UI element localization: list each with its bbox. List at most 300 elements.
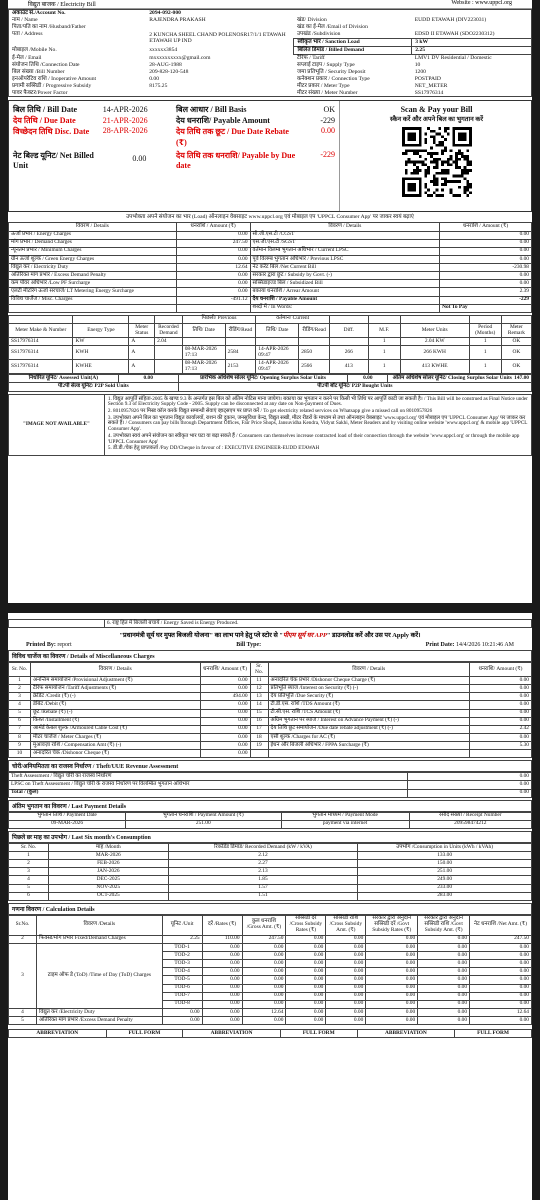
payment-header: रसीद संख्या / Receipt Number xyxy=(409,812,531,820)
meter-cell: OK xyxy=(501,360,531,374)
scan-pay-panel xyxy=(339,101,532,211)
misc-detail: डेबिट /Debit (₹) xyxy=(30,701,200,709)
meter-cell: A xyxy=(129,338,155,346)
meter-cell: KW xyxy=(73,338,129,346)
meter-cell xyxy=(182,338,225,346)
theft-value: 0.00 xyxy=(408,789,532,797)
tod-name: TOD-5 xyxy=(162,976,202,984)
consumption-cell: MAR-2026 xyxy=(48,852,168,860)
misc-amount: 0.00 xyxy=(200,677,250,685)
meter-cell: OK xyxy=(501,338,531,346)
misc-row xyxy=(9,725,532,733)
meter-header: तिथि/ Date xyxy=(256,323,299,337)
meter-cell: SS17976314 xyxy=(9,346,73,360)
tod-value: 0.00 xyxy=(286,968,326,976)
charges-header-amount: धनराशि / Amount (₹) xyxy=(176,223,250,231)
theft-label: Theft Assessment / विद्युत चोरी का राजस्व निर्धारण xyxy=(9,773,408,781)
meter-cell: 1 xyxy=(368,360,400,374)
assessed-value: 0.00 xyxy=(118,375,178,383)
payable-due-value: -229 xyxy=(320,150,335,160)
misc-detail: टैरिफ समायोजन /Tariff Adjustments (₹) xyxy=(30,685,200,693)
tod-value: 0.00 xyxy=(418,968,470,976)
division-label: खंड/ Division xyxy=(296,17,327,24)
misc-amount: 494.00 xyxy=(200,693,250,701)
charge-amount: 0.00 xyxy=(440,280,532,288)
misc-sr: 16 xyxy=(250,717,268,725)
consumption-cell: JAN-2026 xyxy=(48,868,168,876)
charge-amount: -229 xyxy=(440,296,532,304)
empty-cell xyxy=(250,750,268,758)
meter-cell: 266 xyxy=(329,346,368,360)
scan-subtitle: स्कैन करें और अपने बिल का भुगतान करें xyxy=(389,116,484,124)
charges-header-details: विवरण / Details xyxy=(9,223,177,231)
charge-label: एलटी मीटरिंग ऊर्जा सरचार्ज/ LT Metering Energy Surcharge xyxy=(9,288,177,296)
charge-amount: 0.00 xyxy=(440,272,532,280)
calc-cell: 12.64 xyxy=(470,1008,532,1016)
misc-sr: 13 xyxy=(250,693,268,701)
pf-value xyxy=(146,89,294,96)
meter-cell xyxy=(299,338,330,346)
charges-row xyxy=(9,288,532,296)
tod-value: 0.00 xyxy=(326,968,366,976)
tod-value: 0.00 xyxy=(418,952,470,960)
calc-cell: 2 xyxy=(9,935,37,943)
payment-cell: 09-MAR-2026 xyxy=(9,820,126,828)
calc-cell: 0.00 xyxy=(202,1008,242,1016)
meter-cell: 2.04 KW xyxy=(400,338,469,346)
tod-name: TOD-1 xyxy=(162,943,202,951)
supply-value: 10 xyxy=(414,61,421,68)
payable-value: -229 xyxy=(320,116,335,126)
subsidy-value: 8175.25 xyxy=(149,82,168,89)
consumption-cell: 2.13 xyxy=(168,868,358,876)
misc-row xyxy=(9,701,532,709)
consumption-cell: 2.27 xyxy=(168,860,358,868)
meter-cell xyxy=(155,346,183,360)
payment-cell: 251.00 xyxy=(126,820,282,828)
calc-cell: 12.64 xyxy=(242,1008,286,1016)
father-label: पिता/पति का नाम /Husband/Father xyxy=(12,24,86,31)
security-value: 1200 xyxy=(414,68,426,75)
supply-label: सप्लाई टाइप / Supply Type xyxy=(296,61,355,68)
theft-value: 0.00 xyxy=(408,781,532,789)
consumption-cell: 1.51 xyxy=(168,892,358,900)
abbreviation-table xyxy=(8,1029,532,1038)
charges-header-amount-2: धनराशि / Amount (₹) xyxy=(440,223,532,231)
tod-sr: 3 xyxy=(9,943,37,1008)
email-label: ई-मेल / Email xyxy=(12,54,42,61)
disc-date-value: 28-APR-2026 xyxy=(102,126,148,136)
calc-header: सब्सिडी दरें /Cross Subsidy Rates (₹) xyxy=(286,915,326,935)
div-email-label: खंड का ई-मेल /Email of Division xyxy=(296,24,368,31)
misc-sr: 11 xyxy=(250,677,268,685)
misc-amount: 0.00 xyxy=(470,733,532,741)
scan-title: Scan & Pay your Bill xyxy=(400,105,473,115)
tod-value: 0.00 xyxy=(326,992,366,1000)
theft-table xyxy=(8,772,532,797)
words-row xyxy=(9,304,532,312)
meter-cell: 14-APR-2026 09:47 xyxy=(256,360,299,374)
tod-value: 0.00 xyxy=(326,976,366,984)
tod-value: 0.00 xyxy=(286,1000,326,1008)
subsidy-label: प्रगामी सब्सिडी / Progressive Subsidy xyxy=(12,82,92,89)
payment-header: भुगतान माध्यम / Payment Mode xyxy=(281,812,409,820)
misc-amount: 0.00 xyxy=(200,701,250,709)
misc-detail: अग्रिम भुगतान पर ब्याज / Interest on Advance Payment (₹) (-) xyxy=(268,717,470,725)
charge-amount: 0.00 xyxy=(440,255,532,263)
calc-cell: 0.00 xyxy=(366,1017,418,1025)
tod-value: 0.00 xyxy=(202,976,242,984)
due-date-value: 21-APR-2026 xyxy=(102,116,148,126)
misc-amount: 2.42 xyxy=(470,725,532,733)
misc-amount: 0.00 xyxy=(470,693,532,701)
calc-cell: 0.00 xyxy=(162,1017,202,1025)
abbr-header: ABBREVIATION xyxy=(183,1030,281,1038)
meter-row xyxy=(9,346,532,360)
tod-value: 0.00 xyxy=(470,943,532,951)
tod-value: 0.00 xyxy=(286,943,326,951)
tod-value: 0.00 xyxy=(366,992,418,1000)
theft-row xyxy=(9,781,532,789)
meter-cell xyxy=(329,338,368,346)
note-6: 6. राष्ट्र हित में बिजली बचायें / Energy Saved is Energy Produced. xyxy=(104,620,531,628)
charge-label: ऊर्जा प्रभार / Energy Charges xyxy=(9,231,177,239)
misc-amount: 0.00 xyxy=(200,733,250,741)
calc-header: सब्सिडी राशि /Cross Subsidy Amt. (₹) xyxy=(326,915,366,935)
consumption-cell: 3 xyxy=(9,868,49,876)
calc-title: गणना विवरण / Calculation Details xyxy=(8,903,532,915)
misc-sr: 14 xyxy=(250,701,268,709)
payment-cell: payment via internet xyxy=(281,820,409,828)
conn-date-label: संयोजन तिथि /Connection Date xyxy=(12,61,80,68)
misc-sr: 8 xyxy=(9,733,31,741)
note-item: 2. 8010957826 पर मिस्ड कॉल करके विद्युत सम्बन्धी सेवाएं व्हाट्सएप पर प्राप्त करें / To get electricity related services on Whatsapp give a missed call on 8010957826 xyxy=(107,407,433,414)
misc-amount: 0.00 xyxy=(200,750,250,758)
tod-value: 0.00 xyxy=(418,992,470,1000)
meter-header: Recorded Demand xyxy=(155,323,183,337)
meter-row xyxy=(9,360,532,374)
charges-row xyxy=(9,255,532,263)
misc-amount: 5.30 xyxy=(470,742,532,750)
misc-title: विविध चार्जेज का विवरण / Details of Miscellaneous Charges xyxy=(8,650,532,662)
address-label: पता / Address xyxy=(12,31,43,38)
subdiv-value: EDSD II ETAWAH (SDO2230312) xyxy=(414,31,495,38)
rebate-value: 0.00 xyxy=(321,126,335,136)
meter-cell: 413 KWHE xyxy=(400,360,469,374)
charges-row xyxy=(9,247,532,255)
misc-detail: क्रेडिट /Credit (₹) (-) xyxy=(30,693,200,701)
tod-name: TOD-3 xyxy=(162,960,202,968)
spacer-cell xyxy=(176,304,250,312)
charge-amount: 247.50 xyxy=(176,239,250,247)
tod-value: 0.00 xyxy=(418,960,470,968)
assessed-label: निर्धारित यूनिट/ Assessed Unit(A) xyxy=(9,375,119,383)
meterno-label: मीटर संख्या / Meter Number xyxy=(296,89,358,96)
abbr-header: ABBREVIATION xyxy=(9,1030,107,1038)
inop-label: इनऑपरेटिव राशि / Inoperative Amount xyxy=(12,75,97,82)
charge-amount: 0.00 xyxy=(176,272,250,280)
tariff-value: LMV1 DV Residential / Domestic xyxy=(414,54,492,61)
pf-label: पावर फैक्टर/Power Factor xyxy=(12,89,68,96)
payment-header: भुगतान तिथि / Payment Date xyxy=(9,812,126,820)
charge-amount: 0.00 xyxy=(176,288,250,296)
tod-value: 0.00 xyxy=(326,960,366,968)
tod-value: 0.00 xyxy=(326,943,366,951)
calc-cell: 0.00 xyxy=(366,935,418,943)
consumption-row xyxy=(9,860,532,868)
conntype-label: कनेक्शन प्रकार / Connection Type xyxy=(296,75,370,82)
tod-value: 0.00 xyxy=(286,984,326,992)
abbr-header: FULL FORM xyxy=(106,1030,183,1038)
calc-cell: 4 xyxy=(9,1008,37,1016)
calc-cell: 0.00 xyxy=(326,935,366,943)
meter-header: Meter Units xyxy=(400,323,469,337)
theft-title: चोरी/अनियमितता का राजस्व निर्धारण / Theft/UUE Revenue Assessment xyxy=(8,760,532,772)
meter-header: रीडिंग/Read xyxy=(225,323,256,337)
tod-name: TOD-6 xyxy=(162,984,202,992)
bill-no-label: बिल संख्या /Bill Number xyxy=(12,68,65,75)
consumption-title: पिछले छः माह का उपभोग / Last Six month's Consumption xyxy=(8,831,532,843)
tod-value: 0.00 xyxy=(366,1000,418,1008)
calc-cell: 0.00 xyxy=(326,1017,366,1025)
misc-detail: देय प्रतिभूति /Due Security (₹) xyxy=(268,693,470,701)
calc-header: सरकार द्वारा अनुदान सब्सिडी राशि /Govt Subsidy Amt. (₹) xyxy=(418,915,470,935)
email-value: mxxxxxxxxxx@gmail.com xyxy=(149,54,211,61)
note-item: 5. डी.डी./चेक हेतु प्राप्तकर्ता /Pay DD/Cheque in favour of : EXECUTIVE ENGINEER-EUDD ETAWAH xyxy=(107,445,320,452)
tod-value: 0.00 xyxy=(470,976,532,984)
meter-header: रीडिंग/Read xyxy=(299,323,330,337)
bill-date-label: बिल तिथि / Bill Date xyxy=(13,105,78,115)
closing-value: 147.00 xyxy=(514,374,529,381)
due-date-label: देय तिथि / Due Date xyxy=(13,116,76,126)
misc-amount: 0.00 xyxy=(200,709,250,717)
notes-table xyxy=(8,394,532,456)
tod-value: 0.00 xyxy=(366,976,418,984)
tod-row xyxy=(9,943,532,951)
tod-value: 0.00 xyxy=(470,968,532,976)
tod-value: 0.00 xyxy=(366,984,418,992)
misc-row xyxy=(9,750,532,758)
tod-value: 0.00 xyxy=(242,960,286,968)
tod-name: TOD-4 xyxy=(162,968,202,976)
bill-basis-value: OK xyxy=(323,105,335,115)
meter-cell: 08-MAR-2026 17:13 xyxy=(182,360,225,374)
tod-value: 0.00 xyxy=(242,984,286,992)
charges-row xyxy=(9,280,532,288)
charge-amount: -230.98 xyxy=(440,264,532,272)
meter-cell: 14-APR-2026 09:47 xyxy=(256,346,299,360)
consumption-row xyxy=(9,892,532,900)
bill-no-value: 209-828-120-548 xyxy=(149,68,189,75)
misc-detail: छूट /Rebate (₹) (-) xyxy=(30,709,200,717)
calc-header: Sr.No. xyxy=(9,915,37,935)
misc-h-det-2: विवरण / Details xyxy=(268,663,470,677)
meter-curr-header: वर्तमान/ Current xyxy=(256,315,330,323)
subdiv-label: उपखंड /Subdivision xyxy=(296,31,341,38)
misc-sr: 3 xyxy=(9,693,31,701)
misc-amount: 0.00 xyxy=(470,709,532,717)
calc-cell: 5 xyxy=(9,1017,37,1025)
division-value: EUDD ETAWAH (DIV223031) xyxy=(414,17,487,24)
misc-amount: 0.00 xyxy=(200,742,250,750)
meter-cell: 2850 xyxy=(299,346,330,360)
tod-value: 0.00 xyxy=(202,943,242,951)
charge-label: पूर्व विलम्ब भुगतान अधिभार / Previous LPSC xyxy=(250,255,440,263)
meter-cell: 413 xyxy=(329,360,368,374)
printed-by-label: Printed By: xyxy=(26,642,56,649)
calc-cell: 0.00 xyxy=(418,1008,470,1016)
calc-cell: 0.00 xyxy=(286,1017,326,1025)
tod-value: 0.00 xyxy=(202,992,242,1000)
calc-cell: 0.00 xyxy=(366,1008,418,1016)
misc-sr: 10 xyxy=(9,750,31,758)
closing-label: अंतिम अधिशेष सोलर यूनिट/ Closing Surplus Solar Units xyxy=(392,374,512,381)
meter-cell: 2584 xyxy=(225,346,256,360)
tod-value: 0.00 xyxy=(242,1000,286,1008)
qr-code-icon[interactable] xyxy=(402,127,472,197)
tod-value: 0.00 xyxy=(418,984,470,992)
payable-label: देय धनराशि/ Payable Amount xyxy=(175,116,270,126)
calc-row xyxy=(9,935,532,943)
note-item: 4. उपभोक्ता स्वयं अपने संयोजन का स्वीकृत भार घटा या बढ़ा सकते हैं / Consumers can themselves increase contracted load of their connection through the website 'www.uppcl.org' or through the mobile app 'UPPCL Consumer App' xyxy=(107,432,520,445)
consumption-cell: 1 xyxy=(9,852,49,860)
load-note: उपभोक्ता अपने संयोजन का भार (Load) ऑनलाइन वेबसाइट www.uppcl.org एवं मोबाइल एप 'UPPCL Consumer App' पर जाकर स्वयं बढ़ाएं xyxy=(126,214,414,221)
misc-detail: अनादरित चेक प्रभार /Dishonor Cheque Charge (₹) xyxy=(268,677,470,685)
meter-cell: A xyxy=(129,346,155,360)
charge-label: सरकार द्वारा छूट / Subsidy by Govt. (-) xyxy=(250,272,440,280)
misc-detail: मीटर चार्जेज / Meter Charges (₹) xyxy=(30,733,200,741)
consumption-cell: 1.85 xyxy=(168,876,358,884)
charge-label: विद्युत कर / Electricity Duty xyxy=(9,264,177,272)
theft-row xyxy=(9,773,532,781)
spacer-cell xyxy=(9,304,177,312)
misc-amount: 0.00 xyxy=(470,677,532,685)
account-value: 2094-092-000 xyxy=(149,10,181,17)
charge-label: देय धनराशि / Payable Amount xyxy=(250,296,440,304)
misc-row xyxy=(9,685,532,693)
bill-page-2 xyxy=(8,613,532,1200)
calc-cell: 2.25 xyxy=(162,935,202,943)
tod-value: 0.00 xyxy=(470,992,532,1000)
misc-detail: ईंधन और बिजली अधिभार / FPPA Surcharge (₹) xyxy=(268,742,470,750)
misc-sr: 1 xyxy=(9,677,31,685)
meter-cell: 08-MAR-2026 17:13 xyxy=(182,346,225,360)
bill-type-label: Bill Type: xyxy=(236,642,262,649)
misc-h-sr: Sr. No. xyxy=(9,663,31,677)
misc-sr: 12 xyxy=(250,685,268,693)
print-date-label: Print Date: xyxy=(425,642,455,649)
theft-row xyxy=(9,789,532,797)
misc-detail: किश्त /Installment (₹) xyxy=(30,717,200,725)
due-summary-box xyxy=(8,100,532,212)
tod-value: 0.00 xyxy=(242,968,286,976)
tod-value: 0.00 xyxy=(418,943,470,951)
calc-header: सरकार द्वारा अनुदान सब्सिडी दरें /Govt Subsidy Rates (₹) xyxy=(366,915,418,935)
consumption-row xyxy=(9,852,532,860)
consumption-row xyxy=(9,884,532,892)
name-label: नाम / Name xyxy=(12,17,38,24)
misc-row xyxy=(9,733,532,741)
meter-header: Period (Months) xyxy=(469,323,501,337)
name-value: RAJENDRA PRAKASH xyxy=(149,17,206,24)
meter-cell: 1 xyxy=(368,338,400,346)
calc-cell: अतिरिक्त मांग प्रभार /Excess Demand Penalty xyxy=(36,1017,162,1025)
tod-value: 0.00 xyxy=(418,1000,470,1008)
payable-due-label: देय तिथि तक धनराशि/ Payable by Due date xyxy=(175,151,296,171)
bill-basis-label: बिल आधार / Bill Basis xyxy=(175,105,247,115)
meter-cell: SS17976314 xyxy=(9,338,73,346)
tod-value: 0.00 xyxy=(202,968,242,976)
p2p-sold-label: पी2पी सेल्ड यूनिट/ P2P Sold Units xyxy=(9,383,179,391)
tod-value: 0.00 xyxy=(242,976,286,984)
calc-cell: विद्युत कर /Electricity Duty xyxy=(36,1008,162,1016)
empty-cell xyxy=(470,750,532,758)
calc-cell: 0.00 xyxy=(242,1017,286,1025)
misc-sr: 4 xyxy=(9,701,31,709)
tod-value: 0.00 xyxy=(202,952,242,960)
meter-cell: SS17976314 xyxy=(9,360,73,374)
conn-date-value: 28-AUG-1988 xyxy=(149,61,182,68)
misc-sr: 5 xyxy=(9,709,31,717)
charge-amount: 0.00 xyxy=(176,255,250,263)
p2p-bought-label: पी2पी बॉट यूनिट/ P2P Bought Units xyxy=(178,383,531,391)
charges-header-details-2: विवरण / Details xyxy=(250,223,440,231)
payment-table xyxy=(8,812,532,829)
conntype-value: POSTPAID xyxy=(414,75,441,82)
tod-value: 0.00 xyxy=(326,984,366,992)
consumption-cell: 133.00 xyxy=(358,852,532,860)
misc-sr: 7 xyxy=(9,725,31,733)
calc-row xyxy=(9,1017,532,1025)
tod-value: 0.00 xyxy=(470,952,532,960)
calc-cell: 0.00 xyxy=(418,935,470,943)
meter-cell xyxy=(155,360,183,374)
consumption-cell: NOV-2025 xyxy=(48,884,168,892)
meter-header: Diff. xyxy=(329,323,368,337)
in-words-label: शब्दों में / In Words: xyxy=(250,304,440,312)
meter-header: Energy Type xyxy=(73,323,129,337)
image-not-available: "IMAGE NOT AVAILABLE" xyxy=(9,394,105,455)
misc-detail: एसी शुल्क /Charges for AC (₹) xyxy=(268,733,470,741)
calc-cell: 110.00 xyxy=(202,935,242,943)
tod-value: 0.00 xyxy=(202,1000,242,1008)
banner-text-a: "प्रधानमंत्री सूर्य घर मुफ्त बिजली योजना" का लाभ पाने हेतु प्ले स्टोर से " xyxy=(119,632,283,640)
theft-label: Total / (कुल) xyxy=(9,789,408,797)
misc-amount: 0.00 xyxy=(200,725,250,733)
meter-cell: 1 xyxy=(368,346,400,360)
net-unit-label: नेट बिल्ड यूनिट/ Net Billed Unit xyxy=(13,151,94,171)
tod-value: 0.00 xyxy=(366,968,418,976)
charge-label: बकाया धनराशि / Arrear Amount xyxy=(250,288,440,296)
calc-table xyxy=(8,915,532,1025)
tod-value: 0.00 xyxy=(242,943,286,951)
meter-cell: 2153 xyxy=(225,360,256,374)
tod-value: 0.00 xyxy=(470,1000,532,1008)
charge-label: विविध चार्जेज / Misc. Charges xyxy=(9,296,177,304)
header-website: Website : www.uppcl.org xyxy=(451,0,512,6)
print-date-value: 14/4/2026 10:21:46 AM xyxy=(455,642,514,649)
misc-sr: 9 xyxy=(9,742,31,750)
consumer-info-table xyxy=(8,9,532,97)
consumption-cell: 233.00 xyxy=(358,884,532,892)
tod-value: 0.00 xyxy=(470,984,532,992)
theft-value: 0.00 xyxy=(408,773,532,781)
charge-label: ग्रीन ऊर्जा शुल्क / Green Energy Charges xyxy=(9,255,177,263)
misc-h-amt: धनराशि/ Amount (₹) xyxy=(200,663,250,677)
tod-value: 0.00 xyxy=(418,976,470,984)
consumption-row xyxy=(9,868,532,876)
charge-label: नेट करेंट बिल /Net Current Bill xyxy=(250,264,440,272)
